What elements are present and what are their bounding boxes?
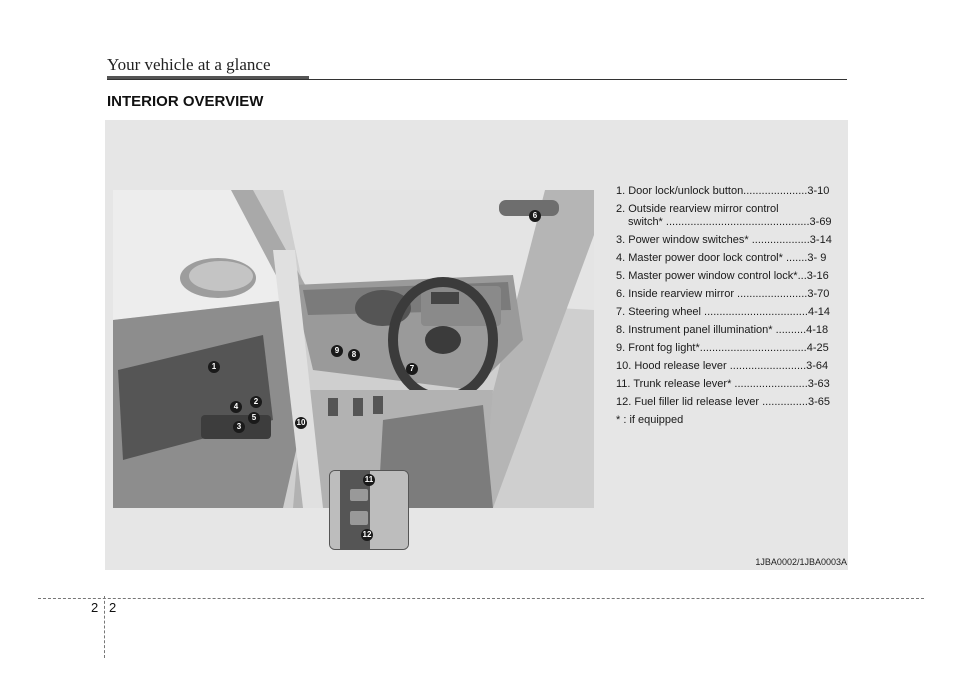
legend-item: 8. Instrument panel illumination* ..........4-18 [616,324,829,336]
legend-item: 10. Hood release lever .........................3-64 [616,360,829,372]
callout-5: 5 [248,412,260,424]
interior-photo [113,190,594,508]
legend-item: 4. Master power door lock control* .......3- 9 [616,252,827,264]
callout-4: 4 [230,401,242,413]
callout-3: 3 [233,421,245,433]
callout-1: 1 [208,361,220,373]
legend-item: 5. Master power window control lock*...3-16 [616,270,829,282]
legend-list [616,185,840,432]
callout-7: 7 [406,363,418,375]
legend-item: 6. Inside rearview mirror .......................3-70 [616,288,830,300]
page-heading: INTERIOR OVERVIEW [107,93,264,110]
trunk-fuel-inset [329,470,409,550]
legend-item: 12. Fuel filler lid release lever ...............3-65 [616,396,830,408]
callout-9: 9 [331,345,343,357]
legend-footnote: * : if equipped [616,414,684,426]
legend-item: 7. Steering wheel ..................................4-14 [616,306,830,318]
callout-12: 12 [362,530,372,539]
callout-6: 6 [529,210,541,222]
section-title: Your vehicle at a glance [107,55,271,74]
callout-10: 10 [296,418,306,427]
chapter-number: 2 [91,600,99,615]
page-number: 2 [109,600,117,615]
callout-2: 2 [250,396,262,408]
image-code: 1JBA0002/1JBA0003A [755,557,847,567]
footer-rule [38,598,924,599]
legend-item: 9. Front fog light*...................................4-25 [616,342,829,354]
legend-item: 1. Door lock/unlock button.....................3-10 [616,185,830,197]
callout-8: 8 [348,349,360,361]
callout-11: 11 [364,475,374,484]
header-rule [107,79,847,80]
legend-item: 3. Power window switches* ...................3-14 [616,234,832,246]
legend-item: 2. Outside rearview mirror control switch* ...............................................3-69 [616,203,832,228]
footer-divider [104,596,105,658]
legend-item: 11. Trunk release lever* ........................3-63 [616,378,830,390]
